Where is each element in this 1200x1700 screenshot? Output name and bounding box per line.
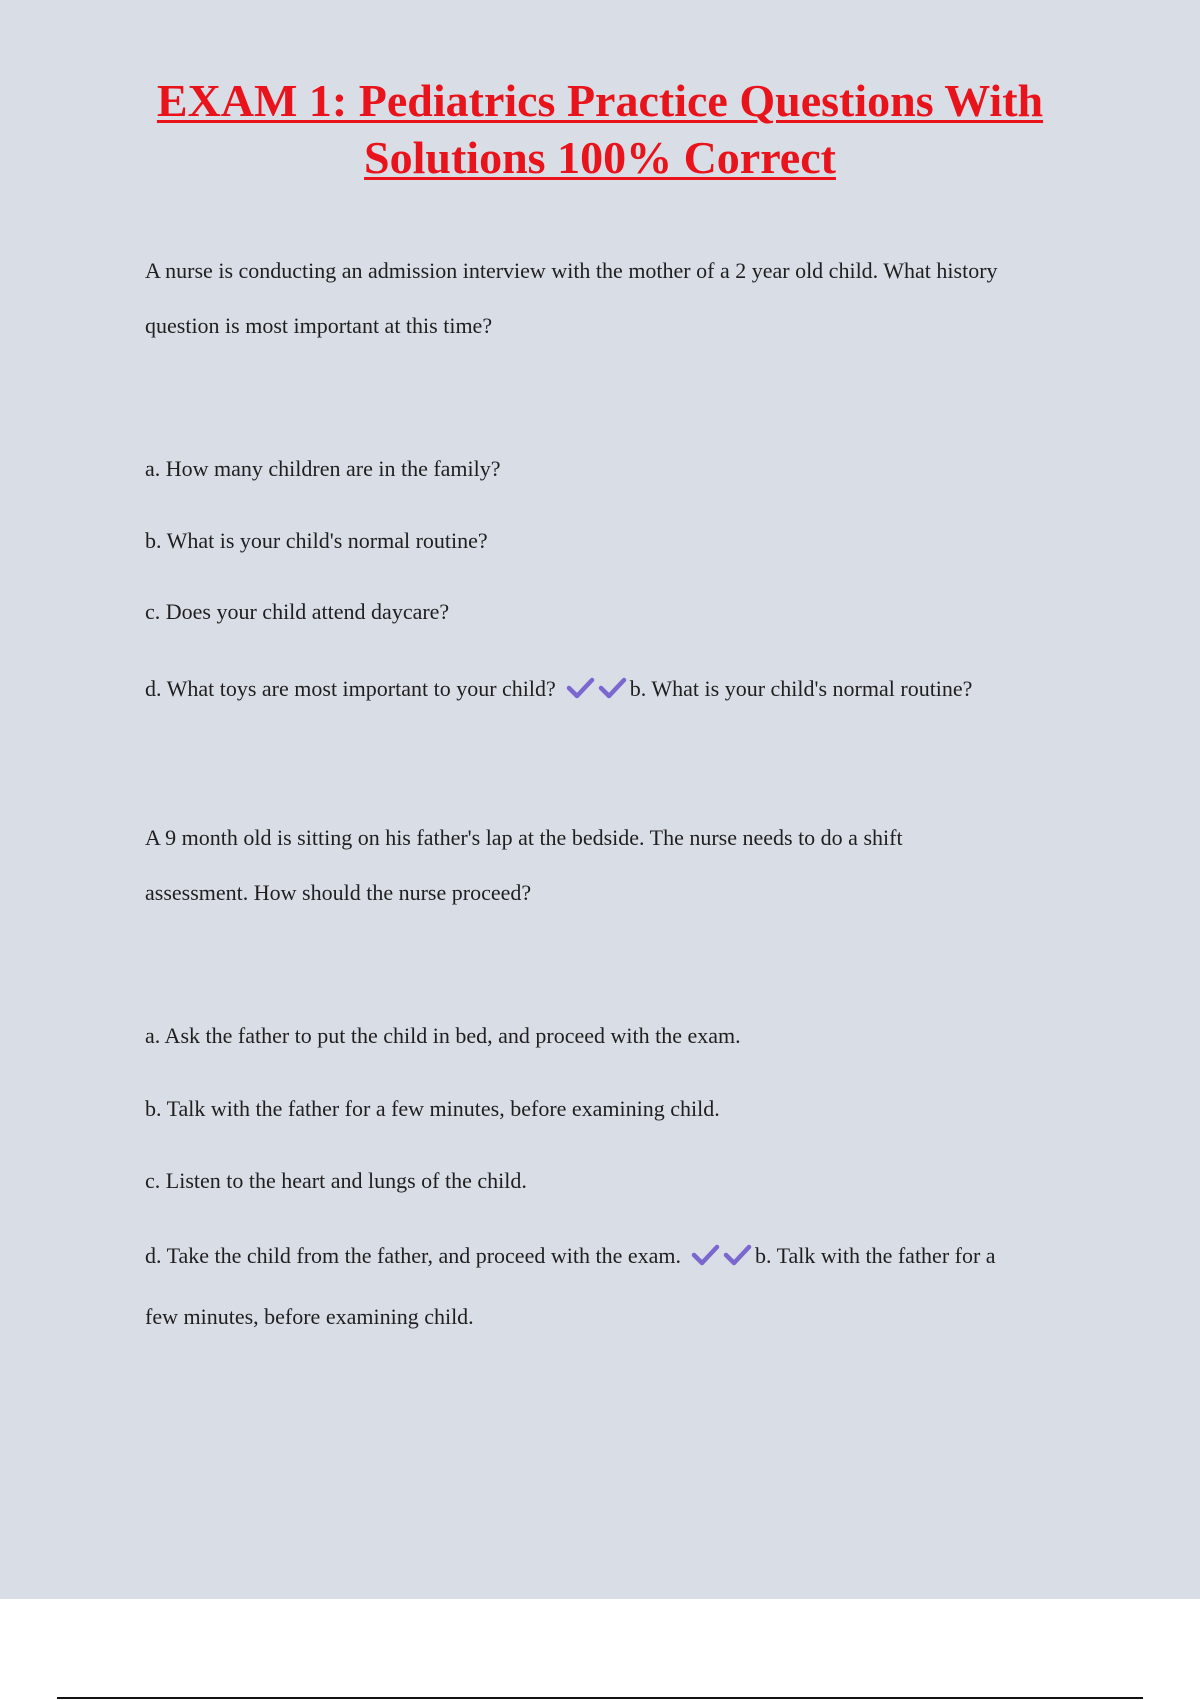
title-line-1: EXAM 1: Pediatrics Practice Questions With — [156, 75, 1044, 126]
check-icon — [601, 680, 624, 696]
question-2-option-d: d. Take the child from the father, and proceed with the exam. — [145, 1243, 681, 1268]
question-2-stem-line-1: A 9 month old is sitting on his father's lap at the bedside. The nurse needs to do a shift — [145, 825, 903, 850]
question-1-option-d: d. What toys are most important to your child? — [145, 676, 556, 701]
check-icon — [569, 680, 592, 696]
title-line-2: Solutions 100% Correct — [364, 132, 836, 183]
check-icon-pair — [566, 677, 628, 699]
question-2-option-d-row — [145, 1241, 1095, 1271]
question-1-answer: b. What is your child's normal routine? — [629, 676, 973, 701]
question-1-option-b: b. What is your child's normal routine? — [145, 528, 488, 553]
check-icon — [694, 1247, 717, 1263]
bottom-rule — [57, 1697, 1143, 1699]
question-1-option-d-row — [145, 674, 1095, 704]
question-2-answer-line-1: b. Talk with the father for a — [754, 1243, 996, 1268]
question-2-option-a: a. Ask the father to put the child in bed, and proceed with the exam. — [145, 1023, 741, 1048]
document-title — [0, 72, 1200, 186]
check-icon — [726, 1247, 749, 1263]
question-1-stem-line-1: A nurse is conducting an admission interview with the mother of a 2 year old child. What history — [145, 258, 998, 283]
question-2-stem-line-2: assessment. How should the nurse proceed? — [145, 880, 532, 905]
question-1-option-c: c. Does your child attend daycare? — [145, 599, 450, 624]
question-1-option-a: a. How many children are in the family? — [145, 456, 501, 481]
check-icon-pair — [691, 1244, 753, 1266]
question-2-answer-line-2: few minutes, before examining child. — [145, 1304, 474, 1329]
question-2-option-b: b. Talk with the father for a few minutes, before examining child. — [145, 1096, 720, 1121]
question-1-stem-line-2: question is most important at this time? — [145, 313, 493, 338]
question-2-option-c: c. Listen to the heart and lungs of the child. — [145, 1168, 527, 1193]
